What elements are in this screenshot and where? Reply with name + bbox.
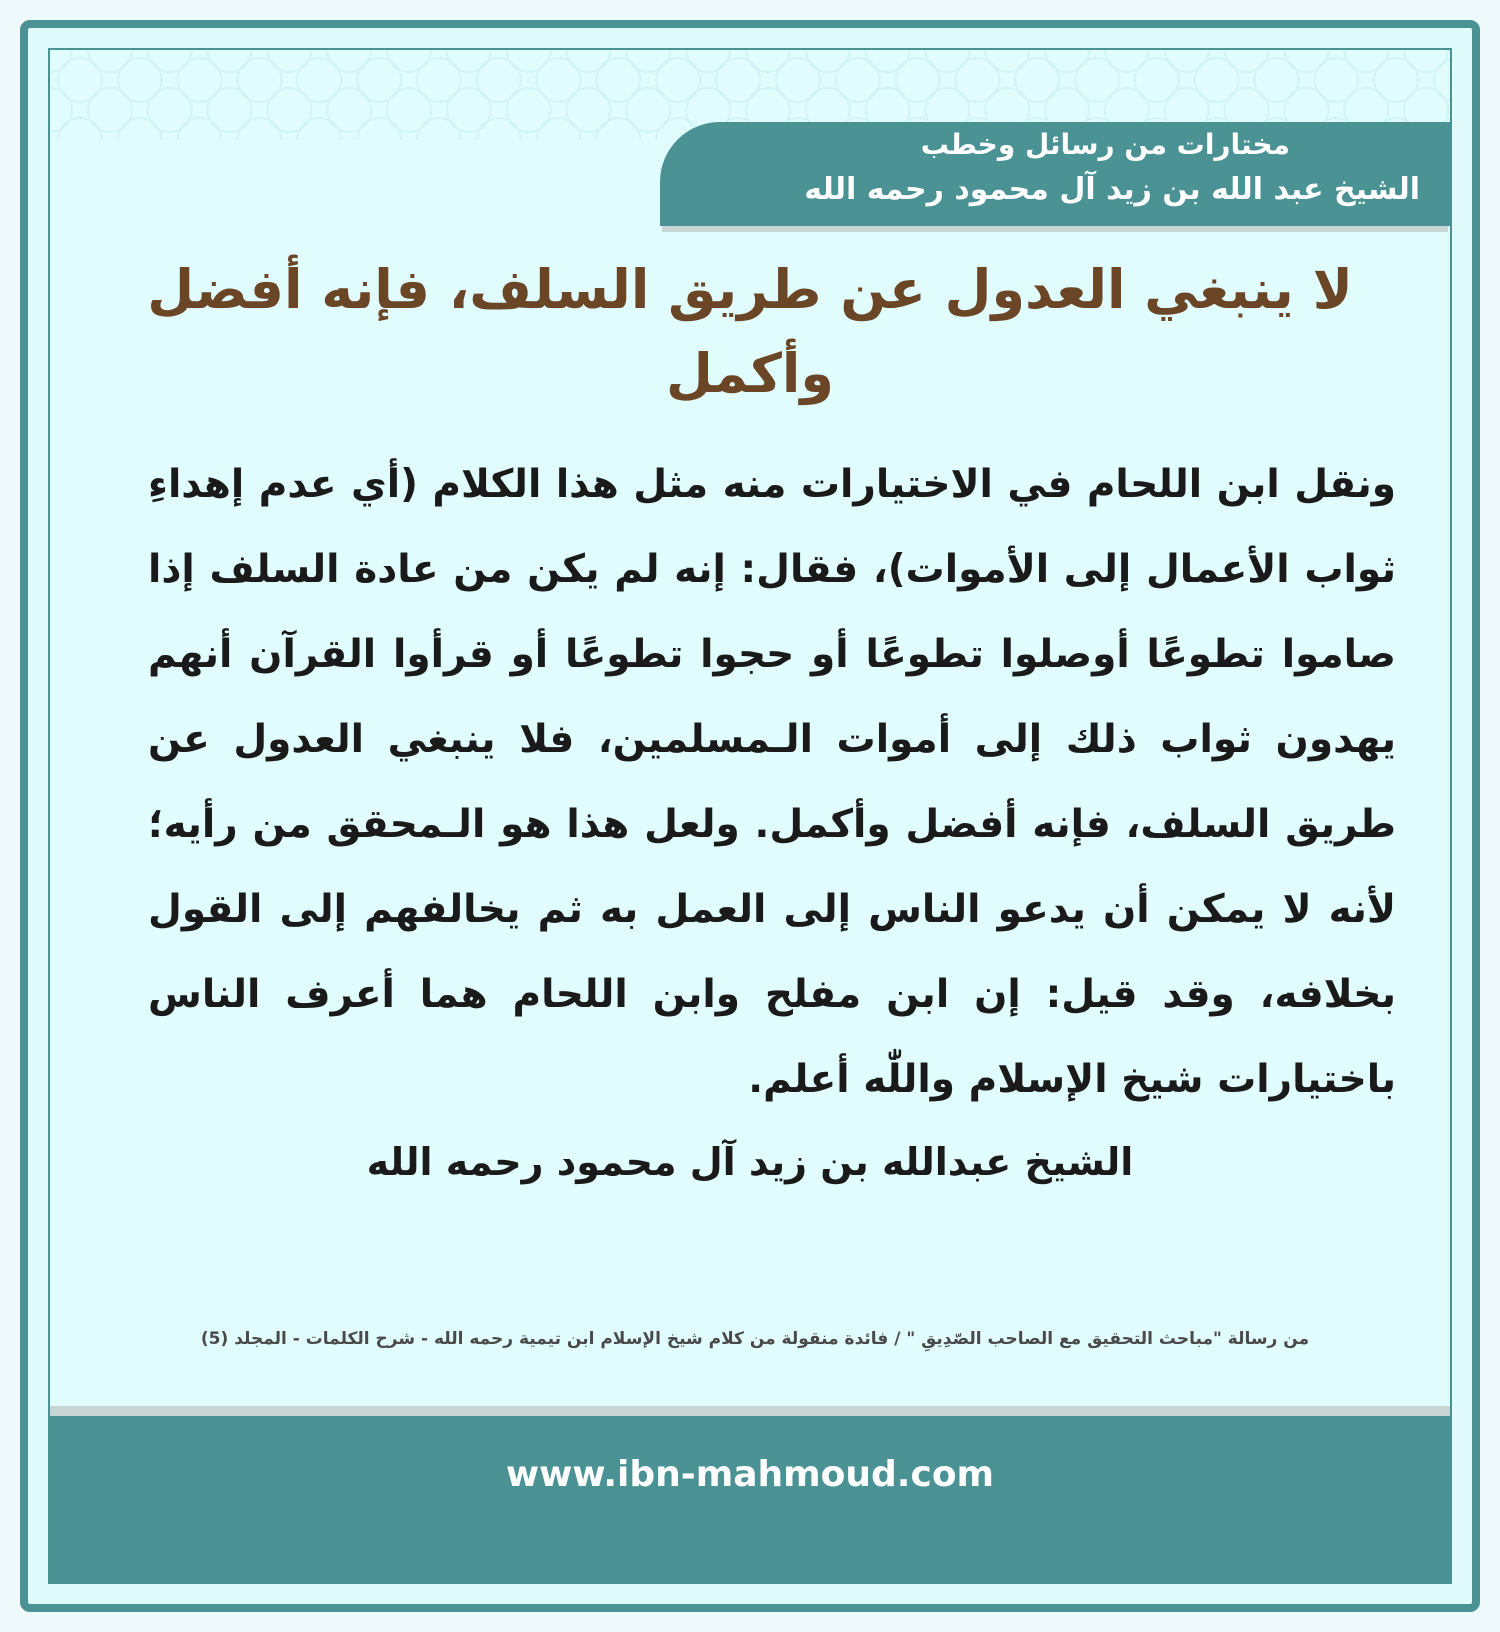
header-banner xyxy=(660,122,1450,226)
website-link[interactable]: www.ibn-mahmoud.com xyxy=(505,1454,995,1495)
card xyxy=(48,48,1452,1584)
footer-bar xyxy=(50,1416,1450,1582)
header-author-name: الشيخ عبد الله بن زيد آل محمود رحمه الله xyxy=(804,172,1420,207)
outer-frame xyxy=(20,20,1480,1612)
footer-divider xyxy=(50,1406,1450,1416)
article-title: لا ينبغي العدول عن طريق السلف، فإنه أفضل وأكمل xyxy=(147,258,1353,405)
source-citation: من رسالة "مباحث التحقيق مع الصاحب الصّدِيقِ " / فائدة منقولة من كلام شيخ الإسلام ابن تيمية رحمه الله - شرح الكلمات - المجلد (5) xyxy=(200,1329,1310,1349)
author-signature: الشيخ عبدالله بن زيد آل محمود رحمه الله xyxy=(366,1140,1134,1184)
header-series-title: مختارات من رسائل وخطب xyxy=(920,128,1290,161)
article-body: ونقل ابن اللحام في الاختيارات منه مثل هذا الكلام (أي عدم إهداءِ ثواب الأعمال إلى الأموات)، فقال: إنه لم يكن من عادة السلف إذا صاموا تطوعًا أوصلوا تطوعًا أو حجوا تطوعًا أو قرأوا القرآن أنهم يهدون ثواب ذلك إلى أموات الـمسلمين، فلا ينبغي العدول عن طريق السلف، فإنه أفضل وأكمل. ولعل هذا هو الـمحقق من رأيه؛ لأنه لا يمكن أن يدعو الناس إلى العمل به ثم يخالفهم إلى القول بخلافه، وقد قيل: إن ابن مفلح وابن اللحام هما أعرف الناس باختيارات شيخ الإسلام واللّٰه أعلم. xyxy=(148,462,1396,1102)
